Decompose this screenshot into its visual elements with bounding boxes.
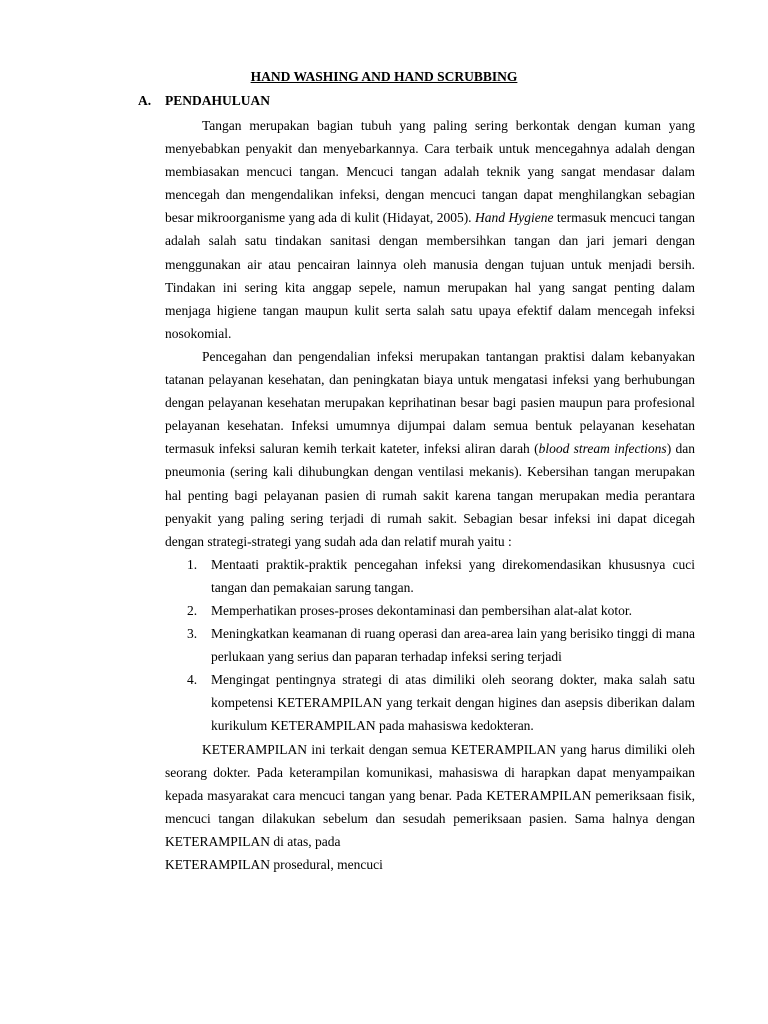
list-item	[165, 622, 695, 668]
paragraph-intro-text-a: Tangan merupakan bagian tubuh yang paling sering berkontak dengan kuman yang menyebabkan penyakit dan menyebarkannya. Cara terbaik untuk mencegahnya adalah dengan membiasakan mencuci tangan. Mencuci tangan adalah teknik yang sangat mendasar dalam mencegah dan mengendalikan infeksi, dengan mencuci tangan dapat menghilangkan sebagian besar mikroorganisme yang ada di kulit (Hidayat, 2005).	[165, 118, 695, 226]
list-item-number: 2.	[187, 602, 198, 618]
list-item-text: Meningkatkan keamanan di ruang operasi dan area-area lain yang berisiko tinggi di mana perlukaan yang serius dan paparan terhadap infeksi sering terjadi	[211, 626, 695, 665]
list-item-text: Mentaati praktik-praktik pencegahan infeksi yang direkomendasikan khususnya cuci tangan dan pemakaian sarung tangan.	[211, 556, 695, 595]
section-number: A.	[138, 93, 152, 108]
paragraph-prevention	[165, 345, 695, 553]
paragraph-prevention-italic: blood stream infections	[538, 441, 667, 457]
list-item-text: Memperhatikan proses-proses dekontaminasi dan pembersihan alat-alat kotor.	[211, 602, 632, 618]
list-item-number: 4.	[187, 672, 198, 688]
paragraph-skills-last-line: KETERAMPILAN prosedural, mencuci	[165, 857, 383, 872]
document-title: HAND WASHING AND HAND SCRUBBING	[250, 69, 518, 84]
list-item	[165, 553, 695, 599]
paragraph-prevention-text-a: Pencegahan dan pengendalian infeksi merupakan tantangan praktisi dalam kebanyakan tatanan pelayanan kesehatan, dan peningkatan biaya untuk mengatasi infeksi yang berhubungan dengan pelayanan kesehatan merupakan keprihatinan besar bagi pasien maupun para profesional pelayanan kesehatan. Infeksi umumnya dijumpai dalam semua bentuk pelayanan kesehatan termasuk infeksi saluran kemih terkait kateter, infeksi aliran darah (	[165, 348, 695, 457]
section-title: PENDAHULUAN	[165, 93, 271, 108]
strategy-list	[165, 553, 695, 738]
list-item-number: 3.	[187, 626, 198, 642]
section-heading	[138, 92, 270, 110]
list-item-number: 1.	[187, 556, 198, 572]
list-item	[165, 668, 695, 737]
document-body	[165, 114, 695, 876]
paragraph-skills: KETERAMPILAN ini terkait dengan semua KETERAMPILAN yang harus dimiliki oleh seorang dokter. Pada keterampilan komunikasi, mahasiswa di harapkan dapat menyampaikan kepada masyarakat cara mencuci tangan yang benar. Pada KETERAMPILAN pemeriksaan fisik, mencuci tangan dilakukan sebelum dan sesudah pemeriksaan pasien. Sama halnya dengan KETERAMPILAN di atas, pada	[165, 741, 695, 849]
paragraph-prevention-text-b: ) dan pneumonia (sering kali dihubungkan dengan ventilasi mekanis). Kebersihan tangan merupakan hal penting bagi pelayanan pasien di rumah sakit karena tangan merupakan media perantara penyakit yang paling sering terjadi di rumah sakit. Sebagian besar infeksi ini dapat dicegah dengan strategi-strategi yang sudah ada dan relatif murah yaitu :	[165, 441, 695, 549]
paragraph-intro-text-b: termasuk mencuci tangan adalah salah satu tindakan sanitasi dengan membersihkan tangan dan jari jemari dengan menggunakan air atau pencairan lainnya oleh manusia dengan tujuan untuk menjadi bersih. Tindakan ini sering kita anggap sepele, namun merupakan hal yang sangat penting dalam menjaga higiene tangan maupun kulit serta salah satu upaya efektif dalam mencegah infeksi nosokomial.	[165, 210, 695, 341]
paragraph-intro-italic: Hand Hygiene	[475, 210, 554, 226]
list-item-text: Mengingat pentingnya strategi di atas dimiliki oleh seorang dokter, maka salah satu kompetensi KETERAMPILAN yang terkait dengan higines dan asepsis diberikan dalam kurikulum KETERAMPILAN pada mahasiswa kedokteran.	[211, 672, 695, 734]
list-item	[165, 599, 695, 622]
paragraph-intro	[165, 114, 695, 345]
